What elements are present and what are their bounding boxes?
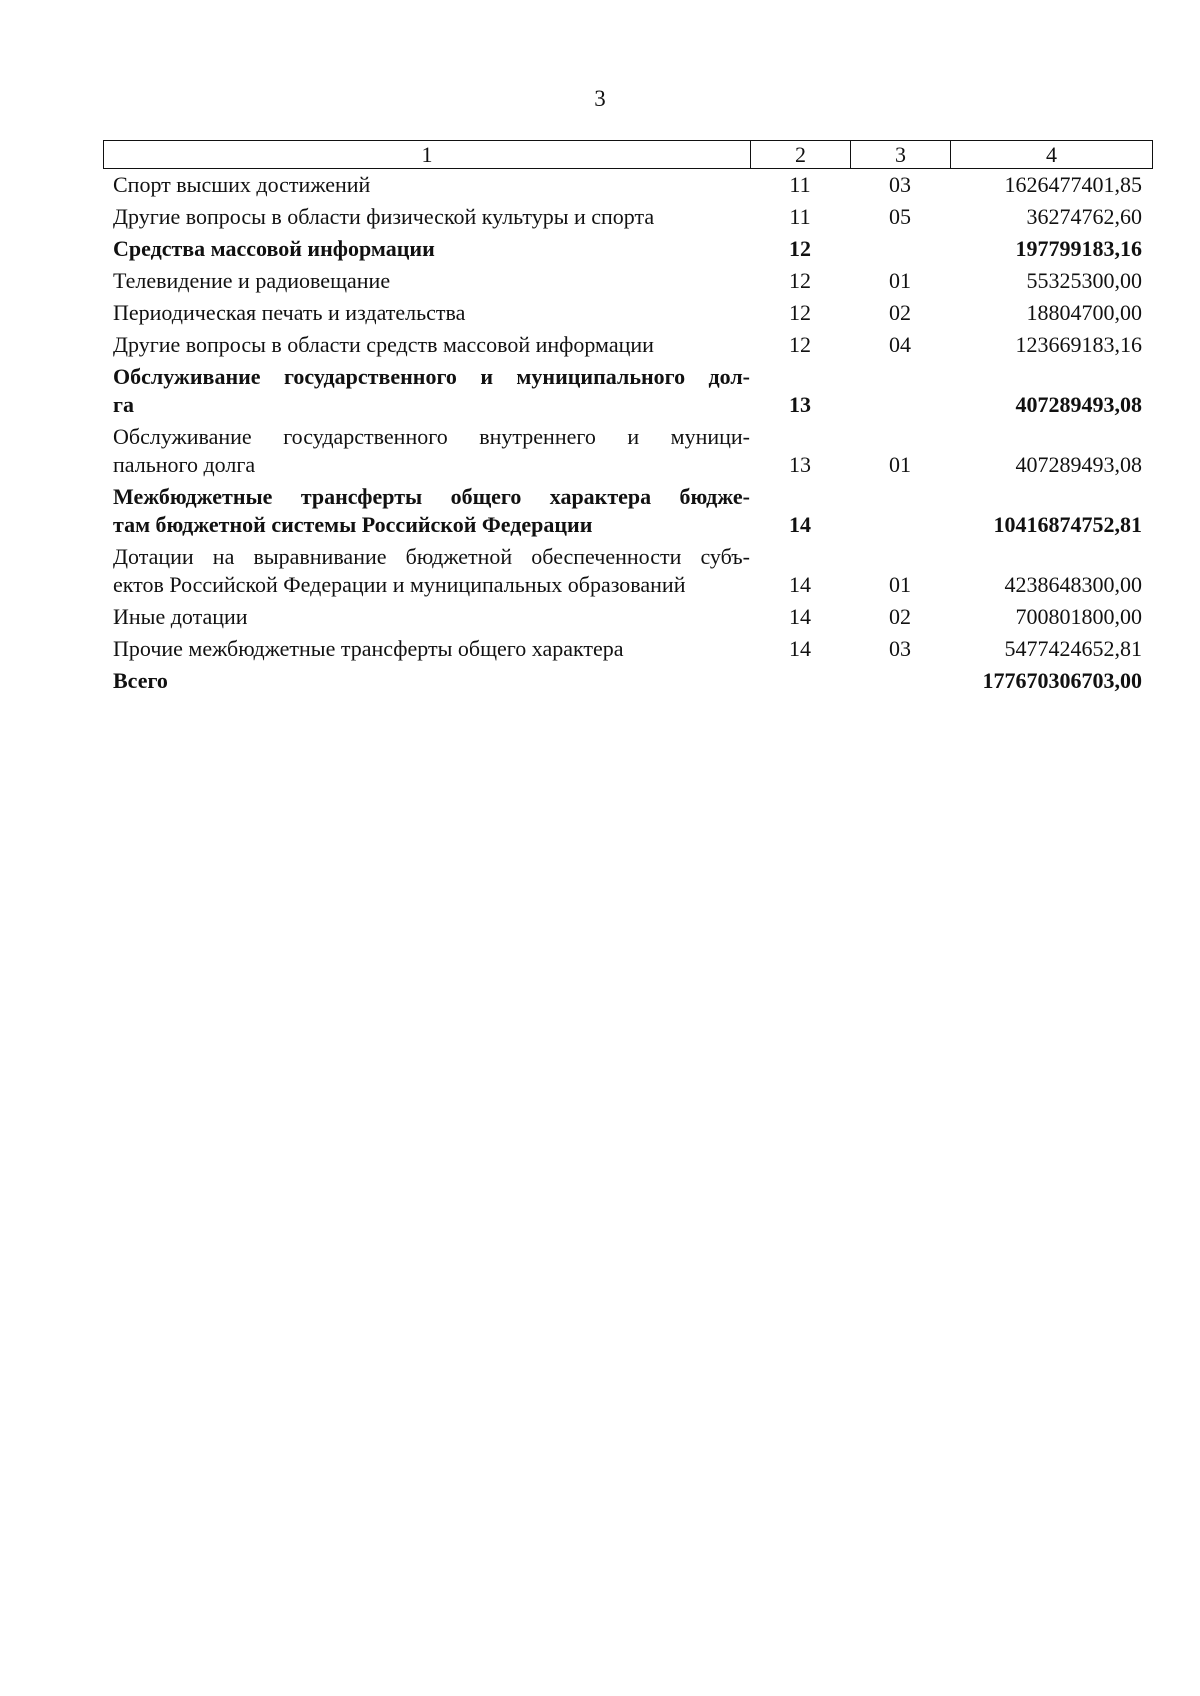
row-amount: 18804700,00	[1026, 300, 1142, 325]
row-name: Другие вопросы в области средств массовой информации	[113, 332, 654, 357]
row-amount: 407289493,08	[1015, 452, 1142, 477]
row-amount: 197799183,16	[1015, 236, 1142, 261]
row-section: 14	[789, 636, 811, 661]
row-amount: 700801800,00	[1015, 604, 1142, 629]
row-subsection: 01	[889, 572, 911, 597]
column-header-4: 4	[951, 141, 1153, 169]
table-row	[103, 483, 1152, 543]
row-amount: 36274762,60	[1026, 204, 1142, 229]
row-amount: 1626477401,85	[1004, 172, 1142, 197]
row-subsection: 05	[889, 204, 911, 229]
row-name: Средства массовой информации	[113, 236, 435, 261]
column-header-1: 1	[104, 141, 751, 169]
row-section: 14	[789, 512, 811, 537]
table-row-total	[103, 667, 1152, 699]
row-section: 12	[789, 300, 811, 325]
row-subsection: 03	[889, 172, 911, 197]
row-section: 11	[789, 204, 811, 229]
row-amount: 10416874752,81	[993, 512, 1142, 537]
column-header-row	[104, 141, 1153, 169]
row-subsection: 04	[889, 332, 911, 357]
table-row	[103, 267, 1152, 299]
row-name-line-2: га	[113, 392, 134, 417]
row-section: 14	[789, 572, 811, 597]
row-name: Иные дотации	[113, 604, 248, 629]
table-row	[103, 203, 1152, 235]
row-amount: 5477424652,81	[1004, 636, 1142, 661]
row-subsection: 02	[889, 300, 911, 325]
row-name-line-1: Межбюджетные трансферты общего характера бюдже-	[113, 484, 750, 509]
row-name-line-1: Обслуживание государственного и муниципального дол-	[113, 364, 750, 389]
table-row	[103, 235, 1152, 267]
row-name	[103, 423, 750, 479]
table-row	[103, 331, 1152, 363]
row-amount: 4238648300,00	[1004, 572, 1142, 597]
row-section: 13	[789, 392, 811, 417]
row-name: Другие вопросы в области физической культуры и спорта	[113, 204, 655, 229]
row-section: 13	[789, 452, 811, 477]
row-name: Прочие межбюджетные трансферты общего характера	[113, 636, 624, 661]
page-number: 3	[594, 86, 606, 111]
row-name-line-1: Обслуживание государственного внутреннего и муници-	[113, 424, 750, 449]
row-name: Всего	[113, 668, 168, 693]
row-name	[103, 543, 750, 599]
table-row	[103, 299, 1152, 331]
row-amount: 177670306703,00	[982, 668, 1142, 693]
row-section: 12	[789, 268, 811, 293]
row-section: 12	[789, 332, 811, 357]
column-header-table	[103, 140, 1153, 169]
table-row	[103, 635, 1152, 667]
row-subsection: 01	[889, 452, 911, 477]
row-name-line-2: ектов Российской Федерации и муниципальных образований	[113, 572, 686, 597]
row-name	[103, 363, 750, 419]
row-amount: 55325300,00	[1026, 268, 1142, 293]
row-name-line-2: пального долга	[113, 452, 256, 477]
table-row	[103, 543, 1152, 603]
row-section: 11	[789, 172, 811, 197]
row-amount: 123669183,16	[1015, 332, 1142, 357]
row-name-line-1: Дотации на выравнивание бюджетной обеспеченности субъ-	[113, 544, 750, 569]
column-header-3: 3	[851, 141, 951, 169]
row-name: Спорт высших достижений	[113, 172, 371, 197]
row-subsection: 01	[889, 268, 911, 293]
row-section: 14	[789, 604, 811, 629]
table-row	[103, 171, 1152, 203]
row-name	[103, 483, 750, 539]
row-subsection: 02	[889, 604, 911, 629]
table-row	[103, 423, 1152, 483]
row-section: 12	[789, 236, 811, 261]
table-row	[103, 603, 1152, 635]
row-name: Периодическая печать и издательства	[113, 300, 466, 325]
row-subsection: 03	[889, 636, 911, 661]
row-name: Телевидение и радиовещание	[113, 268, 391, 293]
row-amount: 407289493,08	[1015, 392, 1142, 417]
table-row	[103, 363, 1152, 423]
column-header-2: 2	[751, 141, 851, 169]
row-name-line-2: там бюджетной системы Российской Федерации	[113, 512, 593, 537]
budget-rows	[103, 171, 1152, 699]
